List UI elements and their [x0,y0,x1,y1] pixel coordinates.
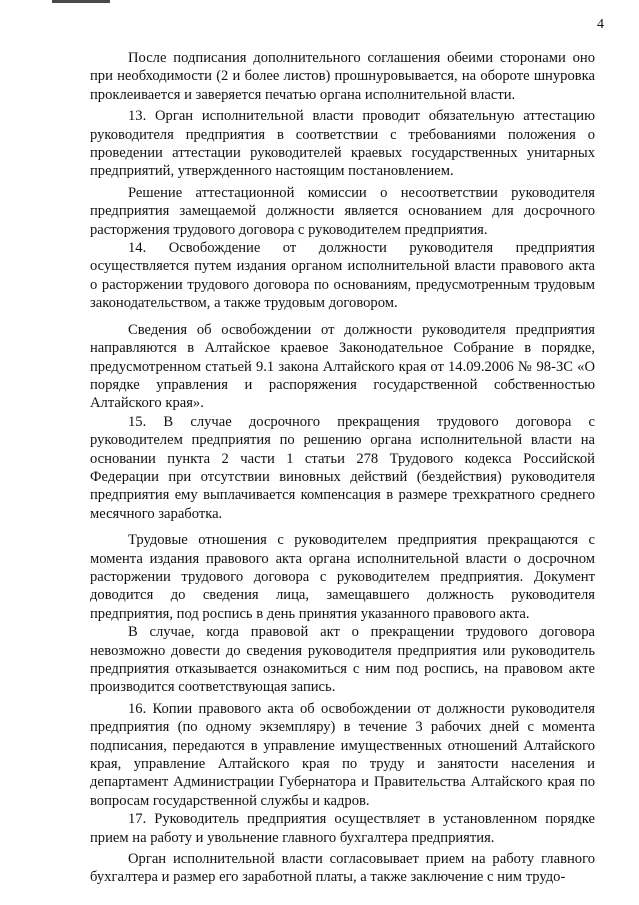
paragraph-13-decision: Решение аттестационной комиссии о несоответствии руководителя предприятия замещаемой должности является основанием для досрочного расторжения трудового договора с руководителем предприятия. [90,184,595,238]
paragraph-17-accountant: Орган исполнительной власти согласовывает прием на работу главного бухгалтера и размер его заработной платы, а также заключение с ним трудо- [90,851,595,886]
scan-mark [52,0,110,3]
document-body [90,49,595,887]
paragraph-14: 14. Освобождение от должности руководителя предприятия осуществляется путем издания органом исполнительной власти правового акта о расторжении трудового договора по основаниям, предусмотренным трудовым законодательством, а также трудовым договором. [90,240,595,312]
paragraph-14-info: Сведения об освобождении от должности руководителя предприятия направляются в Алтайское краевое Законодательное Собрание в порядке, предусмотренном статьей 9.1 закона Алтайского края от 14.09.2006 № 98-ЗС «О порядке управления и распоряжения государственной собственностью Алтайского края». [90,321,595,412]
paragraph-signing: После подписания дополнительного соглашения обеими сторонами оно при необходимости (2 и более листов) прошнуровывается, на обороте шнуровка проклеивается и заверяется печатью органа исполнительной власти. [90,50,595,103]
paragraph-17: 17. Руководитель предприятия осуществляет в установленном порядке прием на работу и увольнение главного бухгалтера предприятия. [90,811,595,846]
paragraph-16: 16. Копии правового акта об освобождении от должности руководителя предприятия (по одному экземпляру) в течение 3 рабочих дней с момента подписания, передаются в управление имущественных отношений Алтайского края, управление Алтайского края по труду и занятости населения и департамент Администрации Губернатора и Правительства Алтайского края по вопросам государственной службы и кадров. [90,700,595,809]
paragraph-15-refusal: В случае, когда правовой акт о прекращении трудового договора невозможно довести до сведения руководителя предприятия или руководитель предприятия отказывается ознакомиться с ним под роспись, на правовом акте производится соответствующая запись. [90,624,595,696]
paragraph-15: 15. В случае досрочного прекращения трудового договора с руководителем предприятия по решению органа исполнительной власти на основании пункта 2 части 1 статьи 278 Трудового кодекса Российской Федерации при отсутствии виновных действий (бездействия) руководителя предприятия ему выплачивается компенсация в размере трехкратного среднего месячного заработка. [90,413,595,522]
page-number: 4 [597,17,604,32]
paragraph-15-relations: Трудовые отношения с руководителем предприятия прекращаются с момента издания правового акта органа исполнительной власти о досрочном расторжении трудового договора с руководителем предприятия. Документ доводится до сведения лица, замещавшего должность руководителя предприятия, под роспись в день принятия указанного правового акта. [90,532,595,622]
paragraph-13: 13. Орган исполнительной власти проводит обязательную аттестацию руководителя предприятия в соответствии с требованиями положения о проведении аттестации руководителей краевых государственных унитарных предприятий, утвержденного настоящим постановлением. [90,108,595,180]
